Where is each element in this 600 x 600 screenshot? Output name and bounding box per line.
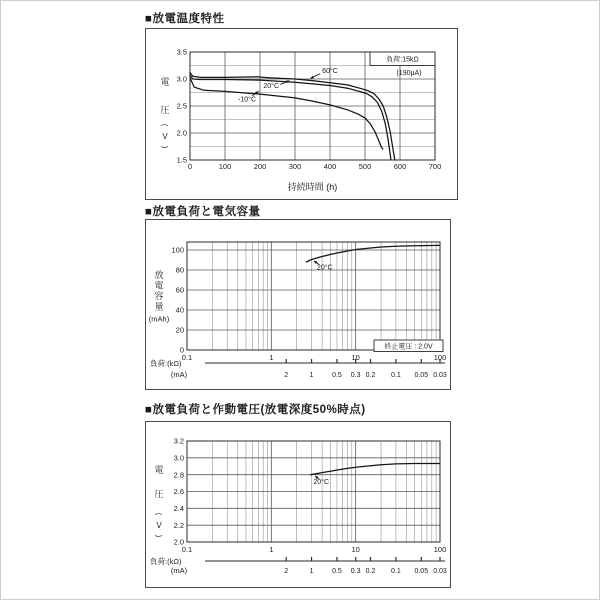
x-tick-label: 1 [269, 545, 274, 554]
y-tick-label: 2.6 [173, 487, 184, 497]
y-axis-title-char: 容 [154, 291, 164, 302]
x-axis-caption-ma: (mA) [170, 566, 188, 575]
y-axis-title-char: 圧 [154, 489, 164, 500]
curve-label-20°C: 20°C [263, 83, 280, 91]
x-tick-label: 300 [288, 162, 302, 171]
ma-tick-label: 0.2 [365, 372, 376, 379]
ma-tick-label: 1 [309, 372, 314, 379]
x-tick-label: 400 [323, 162, 337, 171]
curve-20°C [306, 245, 440, 262]
y-tick-label: 100 [171, 245, 184, 255]
x-axis-caption-ma: (mA) [170, 370, 188, 379]
ma-tick-label: 0.3 [350, 568, 361, 575]
x-tick-label: 100 [433, 545, 447, 554]
x-tick-label: 500 [358, 162, 372, 171]
section-title-load-capacity: ■放電負荷と電気容量 [145, 206, 261, 218]
chart-load-vs-operating-voltage [145, 421, 451, 588]
curve--10°C [190, 78, 383, 149]
x-tick-label: 200 [253, 162, 267, 171]
c2-canvas [146, 220, 450, 389]
x-tick-label: 0.1 [181, 545, 193, 554]
y-axis-unit-paren: ) [160, 145, 168, 149]
curve-label-20°C: 20°C [313, 479, 330, 486]
y-tick-label: 2.5 [176, 101, 187, 111]
curve-20°C [310, 464, 440, 475]
y-axis-unit: V [162, 132, 168, 141]
y-axis-title-char: 電 [154, 280, 164, 291]
cutoff-voltage-note: 終止電圧 : 2.0V [384, 343, 433, 351]
curve-label--10°C: -10°C [238, 96, 257, 104]
x-tick-label: 10 [351, 545, 360, 554]
section-title-discharge-temperature: ■放電温度特性 [145, 13, 225, 25]
y-tick-label: 1.5 [176, 155, 187, 165]
y-axis-title-char: 電 [160, 77, 170, 88]
legend-current-label: (190μA) [396, 70, 422, 77]
ma-tick-label: 0.5 [332, 568, 342, 575]
curve-label-60°C: 60°C [322, 67, 338, 75]
chart-load-vs-capacity [145, 219, 451, 390]
x-axis-caption-kohm: 負荷:(kΩ) [150, 557, 182, 566]
x-tick-label: 0 [187, 162, 193, 171]
section-title-load-voltage: ■放電負荷と作動電圧(放電深度50%時点) [145, 404, 366, 416]
y-tick-label: 2.4 [173, 503, 184, 513]
y-axis-title-char: 電 [154, 465, 164, 476]
c3-canvas [146, 422, 450, 587]
y-tick-label: 40 [175, 305, 184, 315]
curve-60°C [190, 73, 395, 161]
x-axis-title: 持続時間 (h) [287, 182, 338, 192]
y-tick-label: 2.0 [173, 537, 184, 547]
ma-tick-label: 0.03 [433, 372, 447, 379]
x-tick-label: 100 [218, 162, 232, 171]
ma-tick-label: 0.05 [414, 372, 429, 379]
y-axis-title-char: 放 [154, 270, 164, 281]
y-tick-label: 80 [175, 265, 184, 275]
y-tick-label: 3.5 [176, 47, 187, 57]
y-axis-title-char: 圧 [160, 105, 170, 116]
y-tick-label: 3.2 [173, 436, 184, 446]
y-axis-unit-paren: ( [160, 123, 168, 127]
x-tick-label: 600 [393, 162, 407, 171]
x-tick-label: 700 [428, 162, 442, 171]
legend-load-label: 負荷:15kΩ [386, 56, 419, 64]
x-tick-label: 10 [351, 353, 360, 362]
y-tick-label: 3.0 [176, 74, 187, 84]
x-tick-label: 0.1 [181, 353, 193, 362]
y-axis-unit-paren: ) [154, 534, 162, 538]
ma-tick-label: 0.2 [365, 568, 376, 575]
y-axis-unit: V [156, 521, 162, 530]
chart-discharge-temperature [145, 28, 458, 200]
x-tick-label: 100 [433, 353, 447, 362]
ma-tick-label: 2 [284, 372, 289, 379]
ma-tick-label: 2 [284, 568, 289, 575]
x-tick-label: 1 [269, 353, 274, 362]
y-tick-label: 60 [175, 285, 184, 295]
ma-tick-label: 0.1 [391, 372, 401, 379]
y-axis-unit-paren: ( [154, 512, 162, 516]
ma-tick-label: 0.3 [350, 372, 361, 379]
c1-canvas [146, 29, 457, 199]
y-tick-label: 0 [179, 345, 184, 355]
ma-tick-label: 0.03 [433, 568, 447, 575]
x-axis-caption-kohm: 負荷:(kΩ) [150, 359, 182, 368]
y-tick-label: 2.8 [173, 470, 184, 480]
y-axis-unit: (mAh) [148, 314, 170, 324]
y-axis-title-char: 量 [154, 301, 164, 312]
ma-tick-label: 0.5 [332, 372, 342, 379]
y-tick-label: 2.2 [173, 520, 184, 530]
ma-tick-label: 1 [309, 568, 314, 575]
ma-tick-label: 0.05 [414, 568, 429, 575]
y-tick-label: 2.0 [176, 128, 187, 138]
curve-label-20°C: 20°C [316, 264, 333, 272]
y-tick-label: 3.0 [173, 453, 184, 463]
plot-border [187, 242, 440, 350]
ma-tick-label: 0.1 [391, 568, 401, 575]
y-tick-label: 20 [175, 325, 184, 335]
